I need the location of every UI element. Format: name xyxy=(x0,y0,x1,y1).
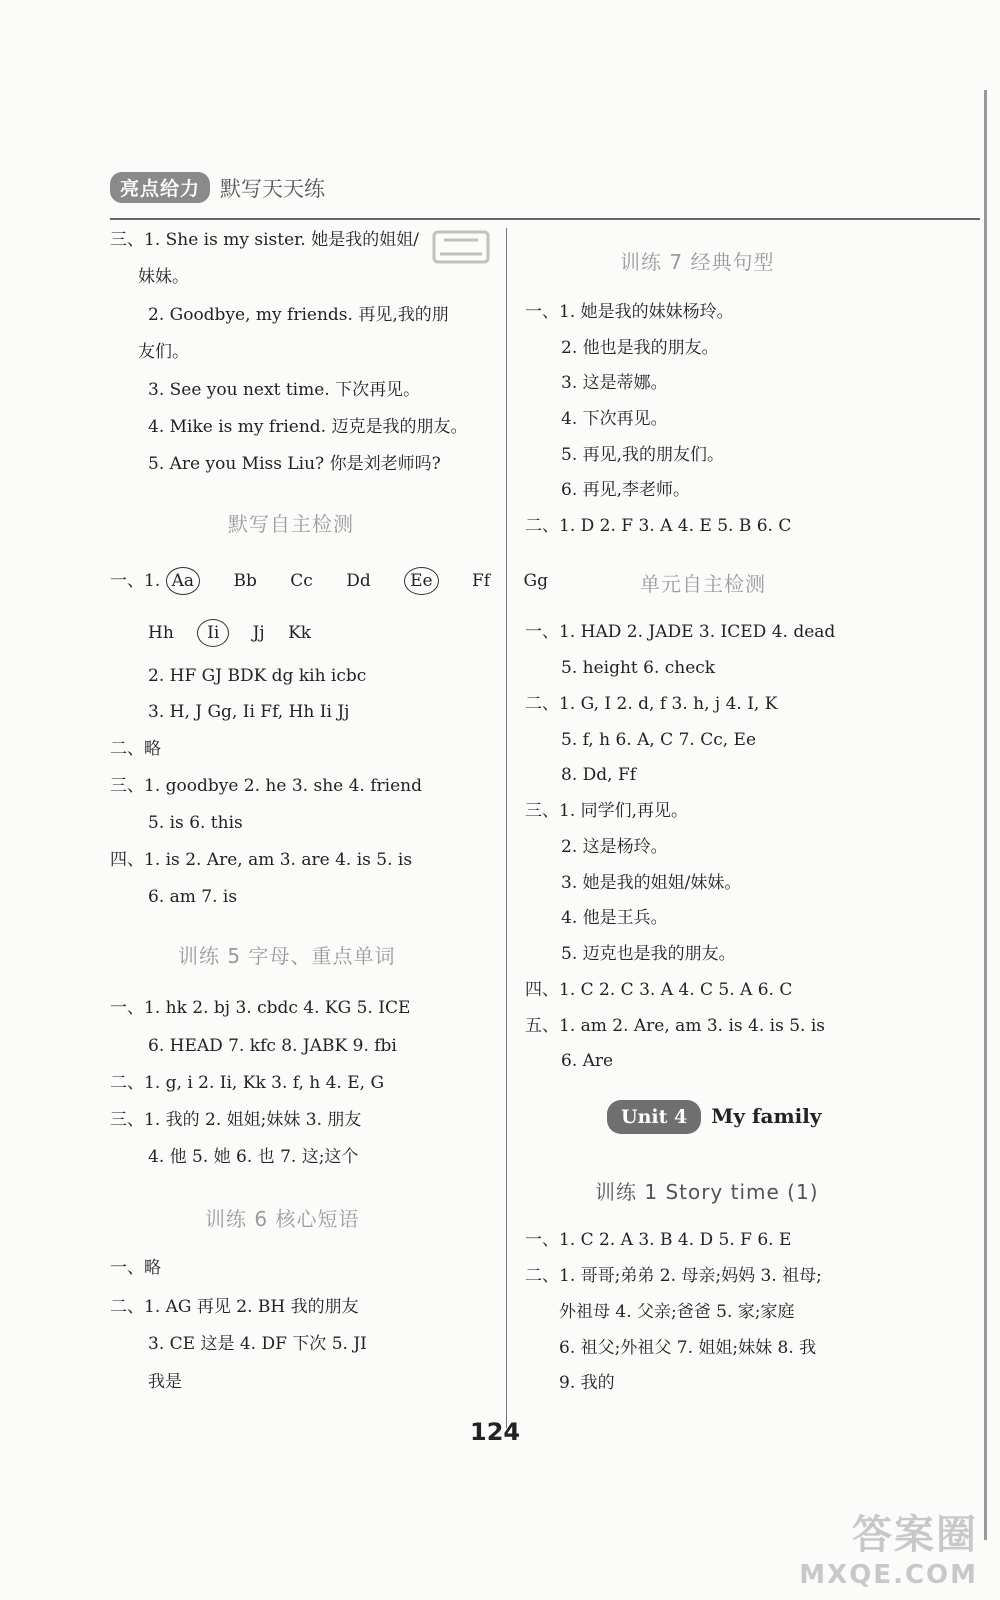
answer-line: 9. 我的 xyxy=(559,1373,615,1393)
answer-line: 四、1. is 2. Are, am 3. are 4. is 5. is xyxy=(110,850,413,870)
answer-line: 4. Mike is my friend. 迈克是我的朋友。 xyxy=(148,417,468,437)
answer-line: 一、1. HAD 2. JADE 3. ICED 4. dead xyxy=(525,622,836,642)
brand-badge: 亮点给力 xyxy=(110,172,210,203)
section-title: 训练 6 核心短语 xyxy=(205,1207,360,1231)
unit-title: My family xyxy=(711,1104,822,1128)
answer-line: 3. H, J Gg, Ii Ff, Hh Ii Jj xyxy=(148,702,350,722)
section-title: 训练 1 Story time (1) xyxy=(595,1180,819,1204)
letters-row xyxy=(110,566,548,596)
answer-line: 4. 下次再见。 xyxy=(561,409,668,429)
unit-badge: Unit 4 xyxy=(607,1100,701,1134)
letter: Jj xyxy=(252,623,265,643)
answer-line: 2. 这是杨玲。 xyxy=(561,837,668,857)
answer-line: 3. 这是蒂娜。 xyxy=(561,373,668,393)
answer-line: 三、1. 我的 2. 姐姐;妹妹 3. 朋友 xyxy=(110,1110,362,1130)
answer-line: 5. Are you Miss Liu? 你是刘老师吗? xyxy=(148,454,441,474)
answer-line: 4. 他是王兵。 xyxy=(561,908,668,928)
answer-line: 友们。 xyxy=(138,342,189,362)
item-prefix: 一、1. xyxy=(110,571,161,591)
answer-line: 2. HF GJ BDK dg kih icbc xyxy=(148,666,367,686)
page-number: 124 xyxy=(470,1418,521,1446)
answer-line: 2. 他也是我的朋友。 xyxy=(561,338,719,358)
answer-line: 4. 他 5. 她 6. 也 7. 这;这个 xyxy=(148,1147,359,1167)
answer-line: 2. Goodbye, my friends. 再见,我的朋 xyxy=(148,305,449,325)
section-title: 默写自主检测 xyxy=(228,512,354,536)
answer-line: 一、1. C 2. A 3. B 4. D 5. F 6. E xyxy=(525,1230,792,1250)
letter: Hh xyxy=(148,623,174,643)
answer-line: 3. See you next time. 下次再见。 xyxy=(148,380,421,400)
unit-heading xyxy=(607,1100,821,1134)
answer-line: 外祖母 4. 父亲;爸爸 5. 家;家庭 xyxy=(559,1302,795,1322)
answer-line: 3. CE 这是 4. DF 下次 5. JI xyxy=(148,1334,367,1354)
answer-line: 5. height 6. check xyxy=(561,658,716,678)
answer-line: 一、1. hk 2. bj 3. cbdc 4. KG 5. ICE xyxy=(110,998,411,1018)
answer-line: 3. 她是我的姐姐/妹妹。 xyxy=(561,873,742,893)
column-divider xyxy=(506,228,507,1428)
answer-line: 二、1. 哥哥;弟弟 2. 母亲;妈妈 3. 祖母; xyxy=(525,1266,822,1286)
answer-line: 6. Are xyxy=(561,1051,614,1071)
answer-line: 5. is 6. this xyxy=(148,813,243,833)
circled-letter: Ii xyxy=(197,619,229,647)
section-title: 训练 7 经典句型 xyxy=(620,250,775,274)
answer-line: 一、略 xyxy=(110,1258,161,1278)
answer-line: 6. HEAD 7. kfc 8. JABK 9. fbi xyxy=(148,1036,397,1056)
answer-line: 四、1. C 2. C 3. A 4. C 5. A 6. C xyxy=(525,980,793,1000)
stamp-logo-icon xyxy=(430,224,492,268)
letter: Ff xyxy=(472,571,491,591)
answer-line: 三、1. She is my sister. 她是我的姐姐/ xyxy=(110,230,419,250)
answer-line: 二、1. AG 再见 2. BH 我的朋友 xyxy=(110,1297,359,1317)
answer-line: 二、1. g, i 2. Ii, Kk 3. f, h 4. E, G xyxy=(110,1073,385,1093)
page-edge-shadow xyxy=(984,90,987,1540)
letters-row xyxy=(148,618,311,648)
answer-line: 5. f, h 6. A, C 7. Cc, Ee xyxy=(561,730,757,750)
answer-line: 一、1. 她是我的妹妹杨玲。 xyxy=(525,302,734,322)
letter: Cc xyxy=(290,571,313,591)
letter: Dd xyxy=(346,571,371,591)
answer-line: 6. 再见,李老师。 xyxy=(561,480,691,500)
answer-line: 6. 祖父;外祖父 7. 姐姐;妹妹 8. 我 xyxy=(559,1338,817,1358)
watermark-url: MXQE.COM xyxy=(799,1560,978,1590)
answer-line: 妹妹。 xyxy=(138,267,189,287)
answer-line: 三、1. 同学们,再见。 xyxy=(525,801,689,821)
answer-line: 5. 再见,我的朋友们。 xyxy=(561,445,725,465)
letter: Bb xyxy=(233,571,257,591)
page-header xyxy=(110,172,325,203)
watermark xyxy=(799,1503,978,1590)
answer-line: 二、略 xyxy=(110,739,161,759)
answer-line: 二、1. D 2. F 3. A 4. E 5. B 6. C xyxy=(525,516,792,536)
answer-line: 我是 xyxy=(148,1372,182,1392)
answer-line: 二、1. G, I 2. d, f 3. h, j 4. I, K xyxy=(525,694,778,714)
answer-line: 8. Dd, Ff xyxy=(561,765,637,785)
header-title: 默写天天练 xyxy=(220,176,326,201)
section-title: 训练 5 字母、重点单词 xyxy=(178,944,396,968)
answer-line: 五、1. am 2. Are, am 3. is 4. is 5. is xyxy=(525,1016,825,1036)
letter: Gg xyxy=(523,571,548,591)
section-title: 单元自主检测 xyxy=(640,572,766,596)
answer-line: 6. am 7. is xyxy=(148,887,238,907)
answer-line: 三、1. goodbye 2. he 3. she 4. friend xyxy=(110,776,422,796)
header-rule xyxy=(110,218,980,220)
letter: Kk xyxy=(288,623,312,643)
circled-letter: Aa xyxy=(166,567,200,595)
answer-line: 5. 迈克也是我的朋友。 xyxy=(561,944,736,964)
watermark-title: 答案圈 xyxy=(852,1512,978,1558)
circled-letter: Ee xyxy=(404,567,438,595)
